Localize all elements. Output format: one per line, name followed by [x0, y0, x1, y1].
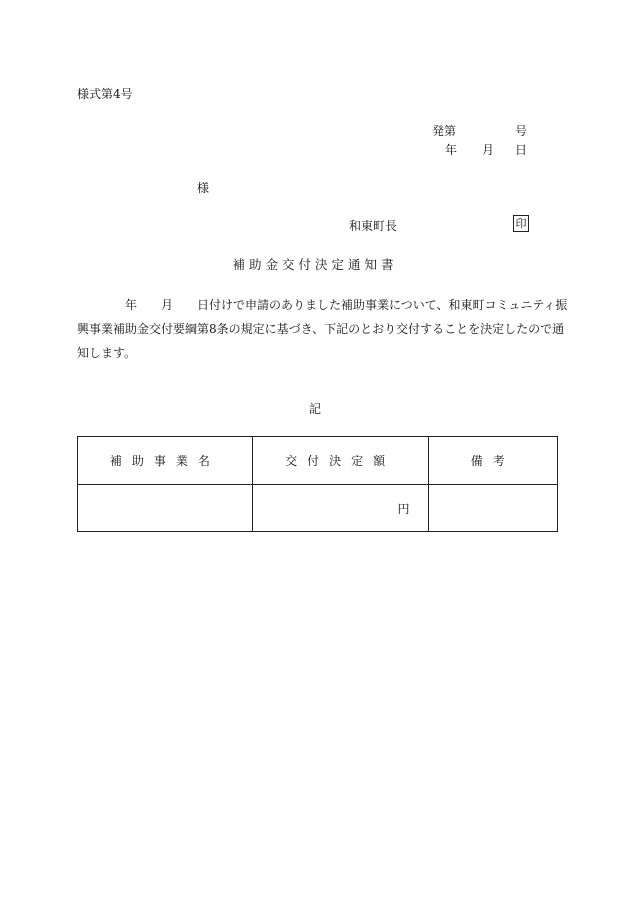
- date-year-label: 年: [445, 143, 458, 157]
- date-day-label: 日: [515, 143, 528, 157]
- body-line-3: 知します。: [77, 346, 137, 360]
- subsidy-detail-table: [77, 436, 558, 532]
- table-row: [78, 485, 558, 532]
- body-line-1-text: 日付けで申請のありました補助事業について、和東町コミュニティ振: [197, 298, 568, 312]
- sender-name: 和東町長: [349, 219, 398, 233]
- cell-decided-amount: 円: [252, 485, 428, 532]
- date-month-label: 月: [482, 143, 495, 157]
- header-decided-amount: 交付決定額: [252, 437, 428, 485]
- ki-heading: 記: [308, 402, 321, 416]
- document-title: 補助金交付決定通知書: [232, 257, 398, 272]
- seal-mark: 印: [513, 215, 529, 232]
- header-remarks: 備考: [428, 437, 557, 485]
- form-number: 様式第4号: [77, 87, 133, 101]
- notice-body: [77, 293, 568, 365]
- cell-remarks: [428, 485, 557, 532]
- addressee-honorific: 様: [197, 181, 210, 195]
- body-month-label: 月: [161, 298, 174, 312]
- issue-number-suffix: 号: [515, 124, 528, 138]
- cell-project-name: [78, 485, 253, 532]
- table-header-row: [78, 437, 558, 485]
- issue-number-label: 発第: [432, 124, 457, 138]
- body-line-1: [77, 293, 568, 317]
- body-year-label: 年: [125, 298, 138, 312]
- body-line-2: 興事業補助金交付要綱第8条の規定に基づき、下記のとおり交付することを決定したので通: [77, 322, 565, 336]
- header-project-name: 補助事業名: [78, 437, 253, 485]
